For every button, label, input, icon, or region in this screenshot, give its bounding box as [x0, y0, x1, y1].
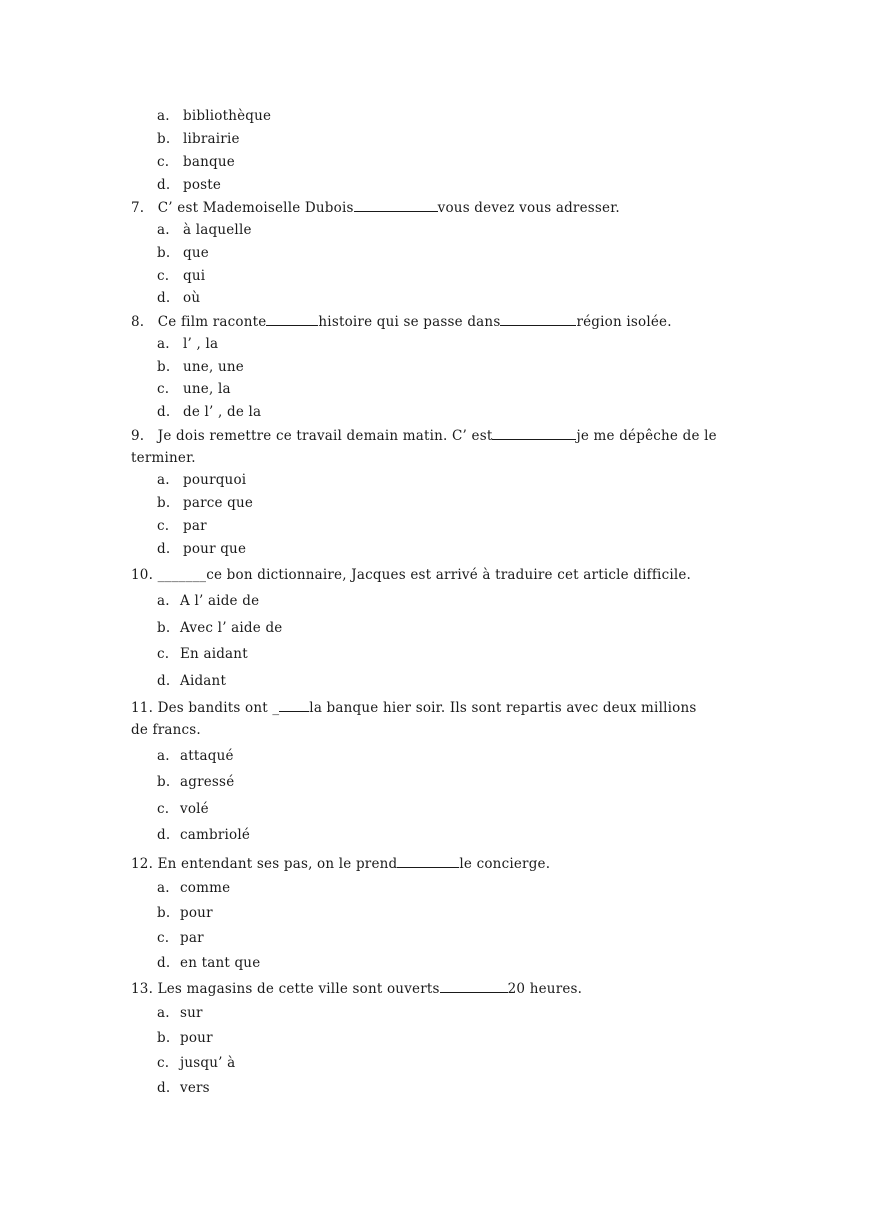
- q8-option-b: [157, 359, 244, 375]
- option-text: à laquelle: [183, 222, 252, 238]
- question-11: [131, 699, 696, 716]
- q6-option-b: [157, 131, 240, 147]
- q12-option-c: [157, 930, 204, 946]
- question-10: [131, 567, 691, 583]
- option-letter: d.: [157, 541, 171, 557]
- option-letter: c.: [157, 381, 170, 397]
- option-letter: d.: [157, 955, 171, 971]
- option-text: une, une: [183, 359, 244, 375]
- option-letter: a.: [157, 593, 170, 609]
- q6-option-d: [157, 177, 221, 193]
- option-letter: a.: [157, 222, 170, 238]
- q11-option-a: [157, 748, 234, 764]
- option-letter: b.: [157, 620, 171, 636]
- q10-option-a: [157, 593, 259, 609]
- q7-option-d: [157, 290, 200, 306]
- question-number: 8.: [131, 314, 145, 330]
- q13-option-b: [157, 1030, 213, 1046]
- q9-option-a: [157, 472, 246, 488]
- option-text: où: [183, 290, 201, 306]
- question-number: 7.: [131, 200, 145, 216]
- option-text: qui: [183, 268, 206, 284]
- option-text: agressé: [180, 774, 235, 790]
- option-text: Avec l’ aide de: [180, 620, 283, 636]
- q6-option-a: [157, 108, 271, 124]
- option-letter: a.: [157, 880, 170, 896]
- answer-blank: [354, 199, 438, 212]
- option-text: parce que: [183, 495, 254, 511]
- option-text: l’ , la: [183, 336, 219, 352]
- option-letter: c.: [157, 930, 170, 946]
- option-letter: c.: [157, 1055, 170, 1071]
- question-text: Les magasins de cette ville sont ouverts: [157, 981, 440, 997]
- q7-option-b: [157, 245, 209, 261]
- option-text: en tant que: [180, 955, 261, 971]
- option-letter: a.: [157, 472, 170, 488]
- question-text: 20 heures.: [507, 981, 583, 997]
- option-letter: b.: [157, 774, 171, 790]
- question-text: C’ est Mademoiselle Dubois: [157, 200, 354, 216]
- option-letter: b.: [157, 1030, 171, 1046]
- option-letter: b.: [157, 245, 171, 261]
- option-text: cambriolé: [180, 827, 251, 843]
- q12-option-a: [157, 880, 230, 896]
- q11-option-c: [157, 801, 209, 817]
- answer-blank: [440, 980, 508, 993]
- option-letter: a.: [157, 1005, 170, 1021]
- answer-blank: [266, 313, 318, 326]
- q10-option-b: [157, 620, 283, 636]
- question-text: terminer.: [131, 450, 196, 466]
- option-text: bibliothèque: [183, 108, 272, 124]
- question-text: Des bandits ont _: [157, 700, 280, 716]
- option-text: Aidant: [180, 673, 227, 689]
- option-letter: d.: [157, 177, 171, 193]
- q7-option-c: [157, 268, 205, 284]
- q11-option-d: [157, 827, 250, 843]
- option-text: par: [180, 930, 204, 946]
- option-text: que: [183, 245, 209, 261]
- q13-option-c: [157, 1055, 235, 1071]
- question-text: la banque hier soir. Ils sont repartis avec deux millions: [309, 700, 697, 716]
- option-letter: d.: [157, 290, 171, 306]
- q12-option-d: [157, 955, 260, 971]
- answer-blank: [397, 855, 459, 868]
- question-text: le concierge.: [459, 856, 551, 872]
- option-letter: c.: [157, 801, 170, 817]
- answer-blank: [492, 427, 576, 440]
- q10-option-d: [157, 673, 226, 689]
- option-text: poste: [183, 177, 222, 193]
- option-letter: b.: [157, 131, 171, 147]
- q13-option-d: [157, 1080, 210, 1096]
- q8-option-c: [157, 381, 231, 397]
- option-text: volé: [180, 801, 209, 817]
- option-letter: d.: [157, 827, 171, 843]
- option-text: vers: [180, 1080, 210, 1096]
- question-text: de francs.: [131, 722, 201, 738]
- q9-option-c: [157, 518, 207, 534]
- q7-option-a: [157, 222, 252, 238]
- option-text: une, la: [183, 381, 231, 397]
- option-letter: b.: [157, 359, 171, 375]
- question-8: [131, 313, 672, 330]
- option-letter: d.: [157, 673, 171, 689]
- question-text: En entendant ses pas, on le prend: [157, 856, 398, 872]
- option-text: pourquoi: [183, 472, 247, 488]
- option-letter: a.: [157, 748, 170, 764]
- question-9: [131, 427, 717, 444]
- option-letter: d.: [157, 404, 171, 420]
- question-text: région isolée.: [576, 314, 672, 330]
- question-text: Je dois remettre ce travail demain matin. C’ est: [157, 428, 493, 444]
- option-letter: d.: [157, 1080, 171, 1096]
- option-letter: c.: [157, 646, 170, 662]
- option-text: En aidant: [180, 646, 248, 662]
- option-letter: a.: [157, 108, 170, 124]
- question-number: 13.: [131, 981, 154, 997]
- q12-option-b: [157, 905, 213, 921]
- question-text: ce bon dictionnaire, Jacques est arrivé à traduire cet article difficile.: [206, 567, 692, 583]
- question-text: je me dépêche de le: [576, 428, 717, 444]
- q10-option-c: [157, 646, 248, 662]
- option-letter: b.: [157, 495, 171, 511]
- question-12: [131, 855, 550, 872]
- question-text: vous devez vous adresser.: [437, 200, 620, 216]
- question-number: 9.: [131, 428, 145, 444]
- option-letter: b.: [157, 905, 171, 921]
- option-text: pour que: [183, 541, 247, 557]
- question-text: Ce film raconte: [157, 314, 267, 330]
- q9-option-b: [157, 495, 253, 511]
- option-text: pour: [180, 905, 213, 921]
- q11-option-b: [157, 774, 234, 790]
- question-number: 10.: [131, 567, 154, 583]
- answer-blank: [279, 699, 309, 712]
- option-text: pour: [180, 1030, 213, 1046]
- option-letter: c.: [157, 518, 170, 534]
- option-text: jusqu’ à: [180, 1055, 236, 1071]
- question-13: [131, 980, 582, 997]
- q9-option-d: [157, 541, 246, 557]
- question-number: 12.: [131, 856, 154, 872]
- question-number: 11.: [131, 700, 154, 716]
- question-text: histoire qui se passe dans: [318, 314, 501, 330]
- answer-blank: [500, 313, 576, 326]
- question-9-continued: [131, 450, 196, 466]
- question-11-continued: [131, 722, 201, 738]
- q8-option-a: [157, 336, 218, 352]
- option-text: par: [183, 518, 207, 534]
- q6-option-c: [157, 154, 235, 170]
- answer-blank: _______: [157, 567, 207, 583]
- option-text: banque: [183, 154, 235, 170]
- option-text: A l’ aide de: [180, 593, 260, 609]
- option-text: de l’ , de la: [183, 404, 262, 420]
- option-text: sur: [180, 1005, 203, 1021]
- q8-option-d: [157, 404, 261, 420]
- question-7: [131, 199, 620, 216]
- option-letter: a.: [157, 336, 170, 352]
- option-letter: c.: [157, 268, 170, 284]
- option-letter: c.: [157, 154, 170, 170]
- option-text: attaqué: [180, 748, 234, 764]
- option-text: comme: [180, 880, 231, 896]
- option-text: librairie: [183, 131, 240, 147]
- q13-option-a: [157, 1005, 203, 1021]
